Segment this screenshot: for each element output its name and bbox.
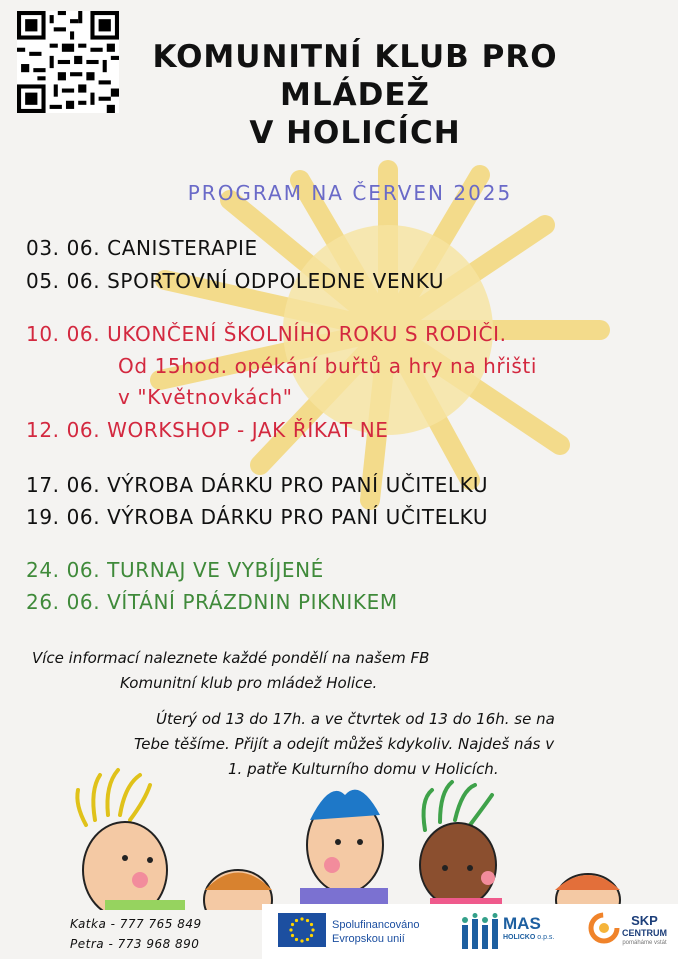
kids-illustration [0, 760, 678, 910]
info-line: Komunitní klub pro mládež Holice. [120, 674, 378, 692]
program-item [26, 418, 389, 442]
program-date: 05. 06. [26, 269, 101, 293]
contact-name: Petra [70, 937, 105, 951]
mas-sub-text: HOLICKO [503, 934, 536, 941]
title-line-1: KOMUNITNÍ KLUB PRO [152, 39, 558, 75]
eu-label-line: Spolufinancováno [332, 919, 420, 931]
program-date: 12. 06. [26, 418, 101, 442]
program-text: CANISTERAPIE [107, 236, 258, 260]
program-text: VÝROBA DÁRKU PRO PANÍ UČITELKU [107, 473, 489, 497]
skp-label [622, 914, 667, 947]
program-text: VÝROBA DÁRKU PRO PANÍ UČITELKU [107, 505, 489, 529]
mas-label [503, 915, 554, 943]
contacts [70, 914, 202, 954]
eu-label [332, 918, 419, 946]
program-item [26, 558, 324, 582]
program-item [26, 236, 258, 260]
contact-phone: 777 765 849 [119, 917, 202, 931]
program-item-detail [118, 385, 293, 409]
program-date: 17. 06. [26, 473, 101, 497]
contact-row: Petra - 773 968 890 [70, 937, 200, 951]
program-item [26, 473, 488, 497]
program-text: SPORTOVNÍ ODPOLEDNE VENKU [107, 269, 445, 293]
program-date: 26. 06. [26, 590, 101, 614]
eu-label-line: Evropskou unií [332, 933, 405, 945]
program-text: WORKSHOP - JAK ŘÍKAT NE [107, 418, 389, 442]
page-title [120, 38, 590, 152]
info-line: Úterý od 13 do 17h. a ve čtvrtek od 13 do 16h. se na [156, 710, 555, 728]
program-item [26, 269, 444, 293]
info-line: Více informací naleznete každé pondělí na našem FB [32, 649, 430, 667]
program-date: 24. 06. [26, 558, 101, 582]
skp-tagline: pomáháme vstát [622, 940, 667, 946]
mas-ops-text: o.p.s. [537, 934, 555, 941]
program-text: v "Květnovkách" [118, 385, 293, 409]
program-date: 19. 06. [26, 505, 101, 529]
program-text: UKONČENÍ ŠKOLNÍHO ROKU S RODIČI. [107, 322, 507, 346]
mas-logo-icon [460, 913, 500, 949]
skp-line1: SKP [631, 913, 658, 928]
mas-main: MAS [503, 914, 541, 933]
info-line: Tebe těšíme. Přijít a odejít můžeš kdykoliv. Najdeš nás v [134, 735, 555, 753]
program-item [26, 505, 488, 529]
contact-phone: 773 968 890 [117, 937, 200, 951]
program-text: Od 15hod. opékání buřtů a hry na hřišti [118, 354, 538, 378]
info-line: 1. patře Kulturního domu v Holicích. [228, 760, 499, 778]
program-item [26, 590, 398, 614]
program-text: VÍTÁNÍ PRÁZDNIN PIKNIKEM [107, 590, 398, 614]
program-text: TURNAJ VE VYBÍJENÉ [107, 558, 324, 582]
program-item-detail [118, 354, 537, 378]
program-item [26, 322, 507, 346]
qr-code-icon [17, 11, 119, 113]
title-line-3: V HOLICÍCH [249, 115, 461, 151]
program-date: 03. 06. [26, 236, 101, 260]
program-date: 10. 06. [26, 322, 101, 346]
contact-row: Katka - 777 765 849 [70, 917, 202, 931]
title-line-2: MLÁDEŽ [280, 77, 430, 113]
mas-sub [503, 933, 554, 943]
program-subtitle: PROGRAM NA ČERVEN 2025 [187, 181, 513, 205]
skp-line2: CENTRUM [622, 928, 667, 938]
contact-name: Katka [70, 917, 107, 931]
eu-flag-icon [278, 913, 326, 947]
skp-logo-icon [588, 912, 620, 944]
